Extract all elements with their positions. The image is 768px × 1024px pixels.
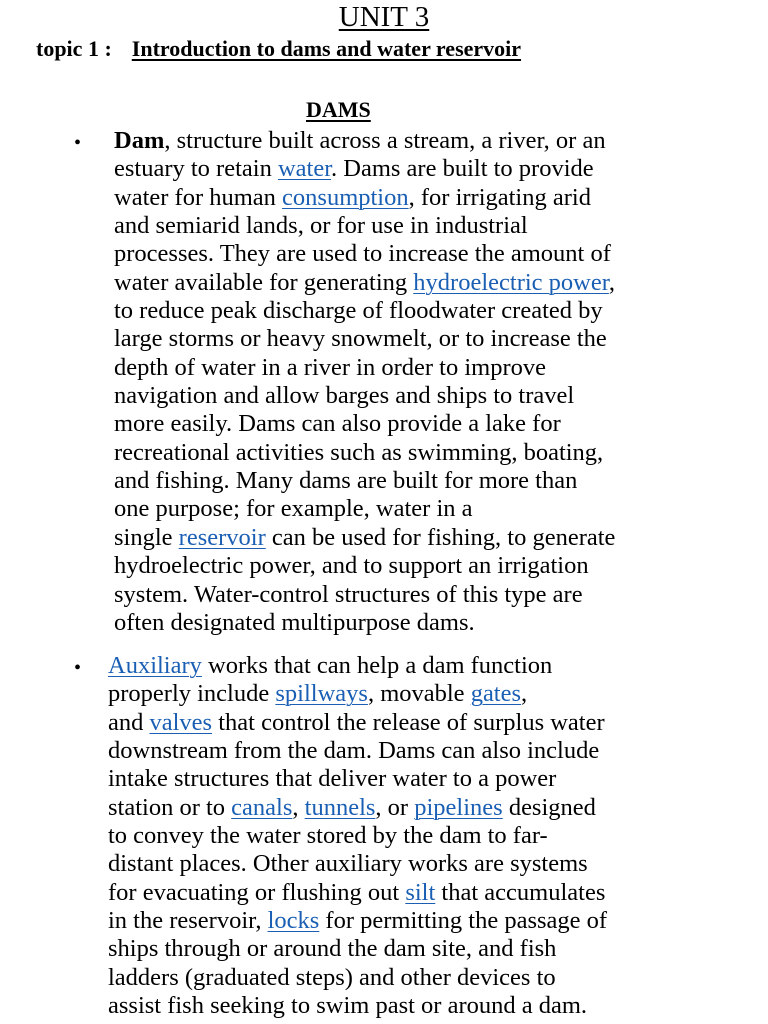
text-line (114, 127, 615, 155)
text-run: hydroelectric power, and to support an irrigation (114, 552, 589, 580)
text-line (114, 297, 615, 325)
text-run: and fishing. Many dams are built for more than (114, 467, 578, 495)
link-gates[interactable]: gates (470, 680, 522, 708)
text-line (114, 240, 615, 268)
link-consumption[interactable]: consumption (282, 183, 409, 211)
text-line (108, 935, 607, 963)
text-run: and semiarid lands, or for use in industrial (114, 212, 528, 240)
text-line (108, 794, 607, 822)
text-run: , (608, 268, 616, 296)
text-line (108, 850, 607, 878)
paragraph-dam-definition (114, 127, 615, 637)
text-run: water available for generating (114, 268, 414, 296)
text-run: , (292, 793, 305, 821)
link-hydroelectric-power[interactable]: hydroelectric power (413, 268, 609, 296)
text-run: often designated multipurpose dams. (114, 608, 475, 636)
text-run: processes. They are used to increase the amount of (114, 240, 611, 268)
text-run: system. Water-control structures of this type are (114, 580, 583, 608)
text-line (108, 737, 607, 765)
text-run: , movable (367, 680, 471, 708)
link-water[interactable]: water (277, 155, 332, 183)
link-tunnels[interactable]: tunnels (304, 793, 376, 821)
link-canals[interactable]: canals (231, 793, 293, 821)
text-run: intake structures that deliver water to a power (108, 765, 557, 793)
text-run: in the reservoir, (108, 907, 268, 935)
topic-heading (36, 35, 521, 63)
text-line (114, 269, 615, 297)
text-run: downstream from the dam. Dams can also include (108, 737, 600, 765)
bold-term: Dam (114, 127, 165, 154)
text-line (114, 439, 615, 467)
text-line (114, 184, 615, 212)
link-reservoir[interactable]: reservoir (178, 523, 266, 551)
text-run: single (114, 523, 179, 551)
text-run: more easily. Dams can also provide a lake for (114, 410, 561, 438)
text-line (108, 652, 607, 680)
text-run: recreational activities such as swimming, boating, (114, 438, 604, 466)
text-line (114, 609, 615, 637)
text-run: , structure built across a stream, a river, or an (164, 127, 606, 154)
link-silt[interactable]: silt (405, 878, 436, 906)
unit-title: UNIT 3 (338, 1, 430, 33)
text-line (108, 680, 607, 708)
text-run: to reduce peak discharge of floodwater created by (114, 297, 603, 325)
text-line (108, 709, 607, 737)
text-run: , or (375, 793, 415, 821)
text-line (108, 765, 607, 793)
section-heading: DAMS (306, 97, 371, 122)
text-run: and (108, 708, 150, 736)
paragraph-auxiliary-works (108, 652, 607, 1020)
text-run: , for irrigating arid (408, 183, 591, 211)
text-run: large storms or heavy snowmelt, or to increase the (114, 325, 607, 353)
text-run: , (521, 680, 528, 708)
text-line (114, 382, 615, 410)
text-line (108, 964, 607, 992)
text-run: distant places. Other auxiliary works are systems (108, 850, 588, 878)
text-run: to convey the water stored by the dam to far- (108, 822, 548, 850)
bullet-marker: • (74, 132, 82, 154)
link-valves[interactable]: valves (149, 708, 213, 736)
text-line (114, 581, 615, 609)
text-run: navigation and allow barges and ships to travel (114, 382, 575, 410)
text-run: station or to (108, 793, 232, 821)
text-line (114, 325, 615, 353)
text-line (114, 212, 615, 240)
text-line (108, 992, 607, 1020)
text-line (114, 467, 615, 495)
text-run: that accumulates (435, 878, 606, 906)
text-run: water for human (114, 183, 283, 211)
text-line (114, 410, 615, 438)
text-line (108, 907, 607, 935)
text-run: can be used for fishing, to generate (265, 523, 616, 551)
text-line (114, 155, 615, 183)
text-run: works that can help a dam function (201, 652, 553, 679)
text-run: designed (502, 793, 596, 821)
link-auxiliary[interactable]: Auxiliary (108, 652, 202, 679)
text-line (114, 495, 615, 523)
text-run: for permitting the passage of (319, 907, 608, 935)
bullet-marker: • (74, 657, 82, 679)
text-run: ladders (graduated steps) and other devices to (108, 963, 556, 991)
text-line (114, 354, 615, 382)
text-run: depth of water in a river in order to improve (114, 353, 547, 381)
text-run: ships through or around the dam site, and fish (108, 935, 557, 963)
text-run: estuary to retain (114, 155, 278, 183)
text-run: properly include (108, 680, 276, 708)
text-run: for evacuating or flushing out (108, 878, 406, 906)
link-locks[interactable]: locks (267, 907, 320, 935)
topic-title: Introduction to dams and water reservoir (131, 36, 522, 61)
topic-label: topic 1 : (36, 36, 112, 61)
text-run: one purpose; for example, water in a (114, 495, 473, 523)
link-spillways[interactable]: spillways (275, 680, 368, 708)
text-run: that control the release of surplus water (212, 708, 605, 736)
text-run: . Dams are built to provide (331, 155, 594, 183)
text-line (114, 524, 615, 552)
text-line (108, 822, 607, 850)
text-line (108, 879, 607, 907)
link-pipelines[interactable]: pipelines (414, 793, 503, 821)
text-run: assist fish seeking to swim past or around a dam. (108, 992, 588, 1020)
text-line (114, 552, 615, 580)
